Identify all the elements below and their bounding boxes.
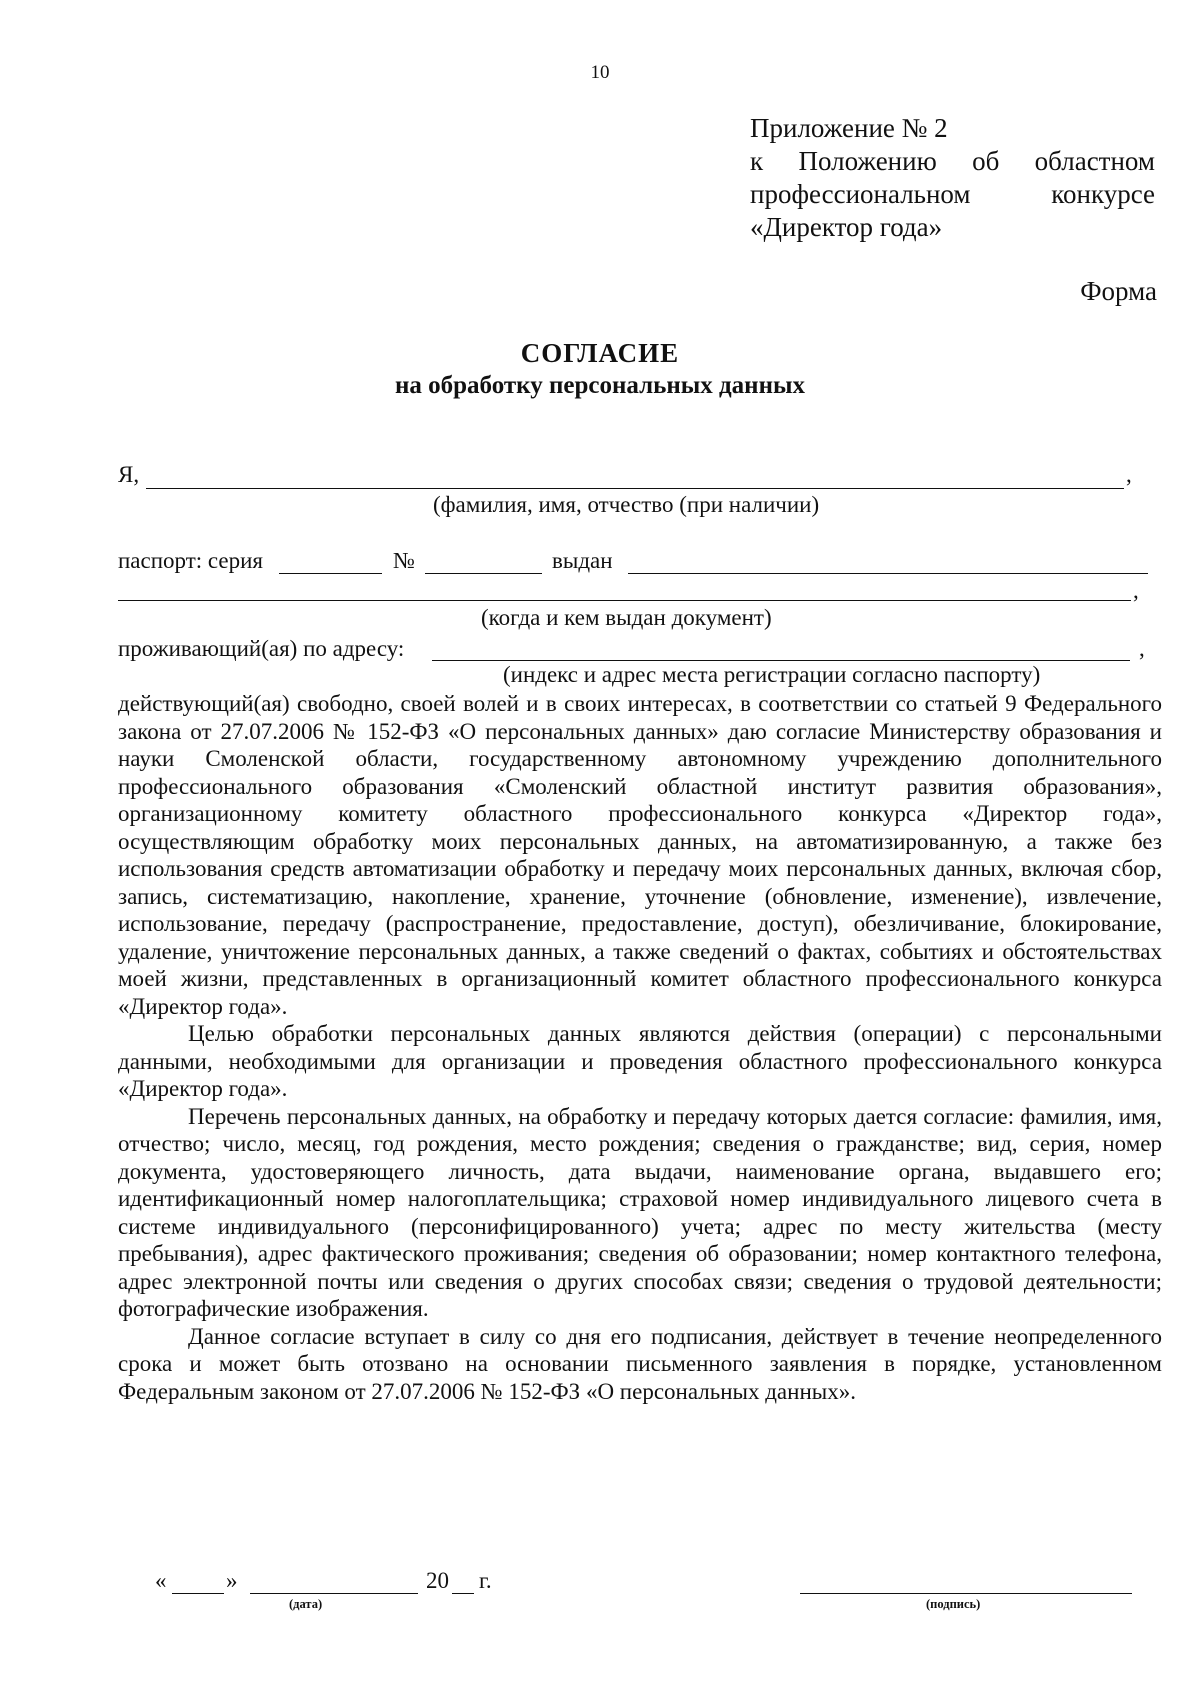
issued-label: выдан [552, 548, 613, 573]
consent-body [118, 690, 1162, 1405]
date-quote-open: « [155, 1568, 167, 1593]
appendix-line-3: профессиональном конкурсе [750, 179, 1155, 209]
year-line[interactable] [452, 1593, 474, 1594]
issued-comma: , [1133, 578, 1139, 603]
paragraph-data-list: Перечень персональных данных, на обработку и передачу которых дается согласие: фамилия, имя, отчество; число, месяц, год рождения, место рождения; сведения о гражданстве; вид, серия, номер документа, удостоверяющего личность, дата выдачи, наименование органа, выдавшего его; идентификационный номер налогоплательщика; страховой номер индивидуального лицевого счета в системе индивидуального (персонифицированного) учета; адрес по месту жительства (месту пребывания), адрес фактического проживания; сведения об образовании; номер контактного телефона, адрес электронной почты или сведения о других способах связи; сведения о трудовой деятельности; фотографические изображения. [118, 1103, 1162, 1321]
paragraph-purpose: Целью обработки персональных данных являются действия (операции) с персональными данными, необходимыми для организации и проведения областного профессионального конкурса «Директор года». [118, 1021, 1162, 1101]
appendix-block [750, 112, 1155, 244]
issued-line-1[interactable] [628, 573, 1148, 574]
passport-series-label: паспорт: серия [118, 548, 264, 573]
issued-line-2[interactable] [118, 600, 1131, 601]
name-hint: (фамилия, имя, отчество (при наличии) [433, 492, 820, 517]
name-comma: , [1126, 462, 1132, 487]
paragraph-consent: действующий(ая) свободно, своей волей и в своих интересах, в соответствии со статьей 9 Федерального закона от 27.07.2006 № 152-ФЗ «О персональных данных» даю согласие Министерству образования и науки Смоленской области, государственному автономному учреждению дополнительного профессионального образования «Смоленский областной институт развития образования», организационному комитету областного профессионального конкурса «Директор года», осуществляющим обработку моих персональных данных, на автоматизированную, а также без использования средств автоматизации обработку и передачу моих персональных данных, включая сбор, запись, систематизацию, накопление, хранение, уточнение (обновление, изменение), извлечение, использование, передачу (распространение, предоставление, доступ), обезличивание, блокирование, удаление, уничтожение персональных данных, а также сведений о фактах, событиях и обстоятельствах моей жизни, представленных в организационный комитет областного профессионального конкурса «Директор года». [118, 691, 1162, 1019]
document-title: СОГЛАСИЕ [520, 338, 680, 368]
number-sign: № [393, 548, 415, 573]
page-number: 10 [590, 62, 610, 83]
i-label: Я, [118, 462, 140, 487]
date-quote-close: » [226, 1568, 238, 1593]
address-label: проживающий(ая) по адресу: [118, 636, 405, 661]
paragraph-validity: Данное согласие вступает в силу со дня его подписания, действует в течение неопределенного срока и может быть отозвано на основании письменного заявления в порядке, установленном Федеральным законом от 27.07.2006 № 152-ФЗ «О персональных данных». [118, 1323, 1162, 1404]
year-prefix: 20 [426, 1568, 449, 1593]
address-comma: , [1139, 636, 1145, 661]
month-line[interactable] [250, 1593, 418, 1594]
name-field-line[interactable] [146, 488, 1124, 489]
appendix-line-2: к Положению об областном [750, 146, 1155, 176]
document-subtitle: на обработку персональных данных [395, 372, 805, 399]
appendix-line-1: Приложение № 2 [750, 113, 948, 143]
year-suffix: г. [479, 1568, 492, 1593]
signature-line[interactable] [800, 1593, 1132, 1594]
address-line[interactable] [432, 660, 1130, 661]
issued-hint: (когда и кем выдан документ) [481, 605, 772, 630]
day-line[interactable] [172, 1593, 224, 1594]
passport-series-line[interactable] [279, 573, 382, 574]
appendix-line-4: «Директор года» [750, 212, 943, 242]
date-hint: (дата) [289, 1597, 323, 1611]
address-hint: (индекс и адрес места регистрации согласно паспорту) [503, 662, 1041, 687]
signature-hint: (подпись) [926, 1597, 981, 1611]
form-label: Форма [1080, 276, 1157, 306]
passport-number-line[interactable] [425, 573, 542, 574]
